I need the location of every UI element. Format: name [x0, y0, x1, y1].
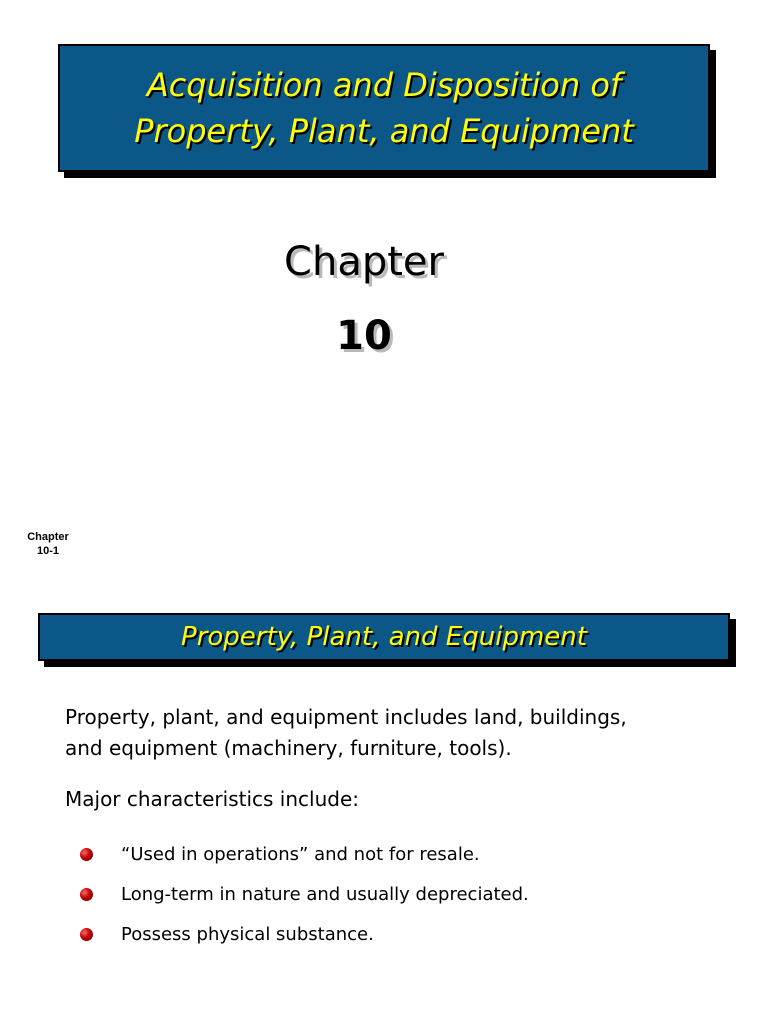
list-item [80, 874, 529, 914]
list-item [80, 914, 529, 954]
section-title: Property, Plant, and Equipment [181, 622, 587, 652]
bullet-icon [80, 928, 93, 941]
intro-paragraph [65, 702, 745, 764]
slide-title [134, 62, 634, 154]
list-item [80, 834, 529, 874]
title-banner [58, 44, 710, 172]
slide-number-line-1: Chapter [27, 531, 69, 543]
intro-line-2: and equipment (machinery, furniture, tools). [65, 736, 512, 760]
slide-title-line-2: Property, Plant, and Equipment [134, 112, 634, 150]
section-banner [38, 613, 730, 661]
intro-line-1: Property, plant, and equipment includes land, buildings, [65, 705, 627, 729]
list-item-text: Possess physical substance. [121, 923, 374, 945]
slide-title-line-1: Acquisition and Disposition of [146, 66, 622, 104]
bullet-icon [80, 848, 93, 861]
list-item-text: “Used in operations” and not for resale. [121, 843, 480, 865]
chapter-number: 10 [336, 313, 392, 359]
slide-number-line-2: 10-1 [36, 545, 60, 557]
slide-number [18, 530, 78, 558]
chapter-label: Chapter [284, 239, 444, 285]
characteristics-list [80, 834, 529, 954]
characteristics-label: Major characteristics include: [65, 787, 360, 811]
list-item-text: Long-term in nature and usually depreciated. [121, 883, 529, 905]
bullet-icon [80, 888, 93, 901]
